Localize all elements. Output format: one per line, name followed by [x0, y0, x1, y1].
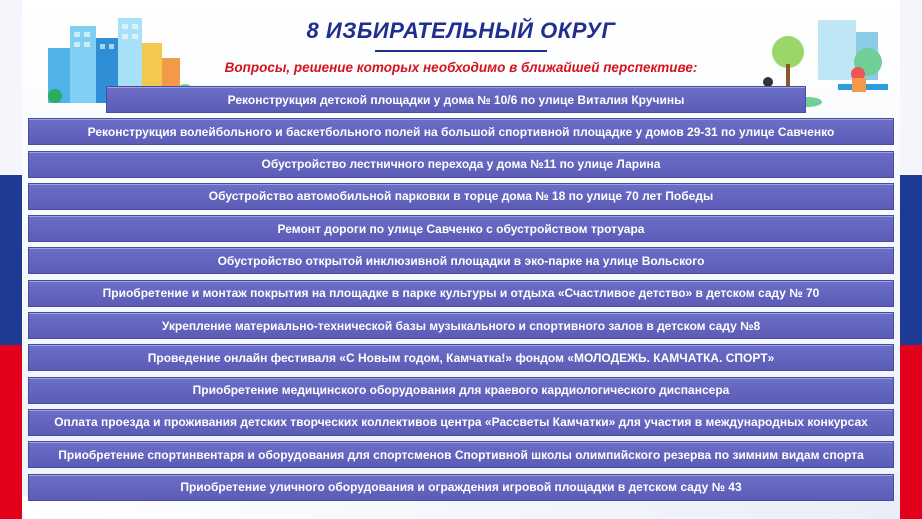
list-item	[106, 86, 806, 113]
list-item-text: Приобретение спортинвентаря и оборудования для спортсменов Спортивной школы олимпийского резерва по зимним видам спорта	[58, 447, 864, 462]
list-item-text: Приобретение медицинского оборудования для краевого кардиологического диспансера	[192, 383, 730, 398]
list-item	[28, 183, 894, 210]
list-item-text: Реконструкция волейбольного и баскетбольного полей на большой спортивной площадке у домов 29-31 по улице Савченко	[87, 124, 835, 139]
list-item-text: Реконструкция детской площадки у дома № 10/6 по улице Виталия Кручины	[227, 92, 685, 107]
page-subtitle: Вопросы, решение которых необходимо в ближайшей перспективе:	[224, 60, 698, 75]
list-item-text: Обустройство открытой инклюзивной площадки в эко-парке на улице Вольского	[217, 253, 705, 268]
list-item	[28, 441, 894, 468]
list-item-text: Обустройство лестничного перехода у дома №11 по улице Ларина	[261, 157, 661, 172]
list-item	[28, 409, 894, 436]
list-item-text: Оплата проезда и проживания детских творческих коллективов центра «Рассветы Камчатки» для участия в международных конкурсах	[54, 415, 868, 430]
list-item-text: Проведение онлайн фестиваля «С Новым годом, Камчатка!» фондом «МОЛОДЕЖЬ. КАМЧАТКА. СПОРТ»	[147, 350, 775, 365]
list-item	[28, 151, 894, 178]
list-item	[28, 312, 894, 339]
list-item-text: Приобретение уличного оборудования и ограждения игровой площадки в детском саду № 43	[180, 480, 742, 495]
page-title: 8 ИЗБИРАТЕЛЬНЫЙ ОКРУГ	[306, 18, 616, 43]
list-item	[28, 344, 894, 371]
title-underline	[375, 50, 547, 52]
list-item-text: Укрепление материально-технической базы музыкального и спортивного залов в детском саду №8	[161, 318, 761, 333]
list-item	[28, 377, 894, 404]
list-item	[28, 474, 894, 501]
issues-list	[28, 86, 894, 506]
list-item-text: Обустройство автомобильной парковки в торце дома № 18 по улице 70 лет Победы	[208, 189, 714, 204]
list-item	[28, 247, 894, 274]
list-item-text: Ремонт дороги по улице Савченко с обустройством тротуара	[277, 221, 645, 236]
list-item-text: Приобретение и монтаж покрытия на площадке в парке культуры и отдыха «Счастливое детство» в детском саду № 70	[102, 286, 820, 301]
list-item	[28, 215, 894, 242]
list-item	[28, 118, 894, 145]
list-item	[28, 280, 894, 307]
